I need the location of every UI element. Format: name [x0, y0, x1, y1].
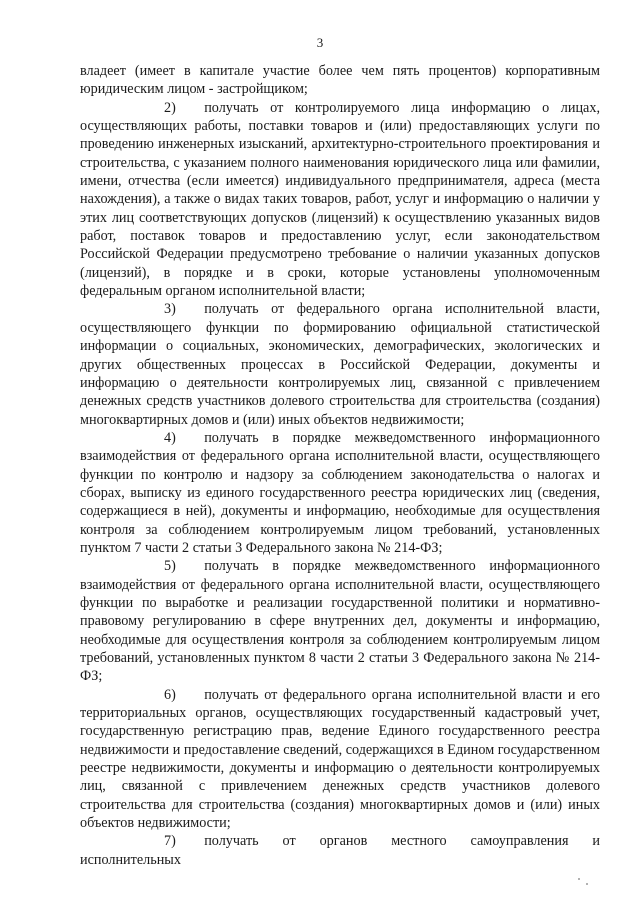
item-number: 4): [164, 429, 176, 446]
item-number: 6): [164, 686, 176, 703]
list-item-5: [80, 557, 600, 685]
page-number: 3: [316, 35, 324, 50]
paragraph-continuation: [80, 62, 600, 99]
list-item-4: [80, 429, 600, 557]
item-number: 7): [164, 833, 176, 850]
list-item-6: [80, 686, 600, 833]
list-item-2: [80, 99, 600, 301]
paragraph-text: получать в порядке межведомственного информационного взаимодействия от федерального органа исполнительной власти, осуществляющего функции по выработке и реализации государственной политики и нормативно-правовому регулированию в сфере внутренних дел, документы и информацию, необходимые для осуществления контроля за соблюдением контролируемым лицом требований, установленных пунктом 8 части 2 статьи 3 Федерального закона № 214-ФЗ;: [80, 558, 600, 685]
paragraph-text: владеет (имеет в капитале участие более чем пять процентов) корпоративным юридическим лицом - застройщиком;: [80, 63, 600, 98]
paragraph-text: получать от органов местного самоуправления и исполнительных: [80, 833, 600, 868]
document-body: [80, 62, 600, 869]
list-item-7: [80, 832, 600, 869]
paragraph-text: получать от контролируемого лица информацию о лицах, осуществляющих работы, поставки товаров и (или) предоставляющих услуги по проведению инженерных изысканий, архитектурно-строительного проектирования и строительства, с указанием полного наименования юридического лица или фамилии, имени, отчества (если имеется) индивидуального предпринимателя, адреса (места нахождения), а также о видах таких товаров, работ, услуг и информацию о наличии у этих лиц соответствующих допусков (лицензий) к осуществлению указанных видов работ, поставок товаров и предоставлению услуг, если законодательством Российской Федерации предусмотрено требование о наличии указанных допусков (лицензий), в порядке и в сроки, которые установлены уполномоченным федеральным органом исполнительной власти;: [80, 99, 600, 300]
item-number: 2): [164, 99, 176, 116]
scan-speck: [578, 878, 580, 880]
paragraph-text: получать от федерального органа исполнительной власти и его территориальных органов, осуществляющих государственный кадастровый учет, государственную регистрацию прав, ведение Единого государственного реестра недвижимости и предоставление сведений, содержащихся в Едином государственном реестре недвижимости, документы и информацию о деятельности контролируемых лиц, связанной с привлечением денежных средств участников долевого строительства для строительства (создания) многоквартирных домов и (или) иных объектов недвижимости;: [80, 686, 600, 832]
scan-speck: [586, 883, 588, 885]
paragraph-text: получать от федерального органа исполнительной власти, осуществляющего функции по формированию официальной статистической информации о социальных, экономических, демографических, экологических и других общественных процессах в Российской Федерации, документы и информацию о деятельности контролируемых лиц, связанной с привлечением денежных средств участников долевого строительства для строительства (создания) многоквартирных домов и (или) иных объектов недвижимости;: [80, 301, 600, 428]
item-number: 5): [164, 558, 176, 575]
paragraph-text: получать в порядке межведомственного информационного взаимодействия от федерального органа исполнительной власти, осуществляющего функции по контролю и надзору за соблюдением законодательства о налогах и сборах, выписку из единого государственного реестра юридических лиц (сведения, содержащиеся в ней), документы и информацию, необходимые для осуществления контроля за соблюдением контролируемым лицом требований, установленных пунктом 7 части 2 статьи 3 Федерального закона № 214-ФЗ;: [80, 429, 600, 556]
item-number: 3): [164, 301, 176, 318]
list-item-3: [80, 300, 600, 428]
